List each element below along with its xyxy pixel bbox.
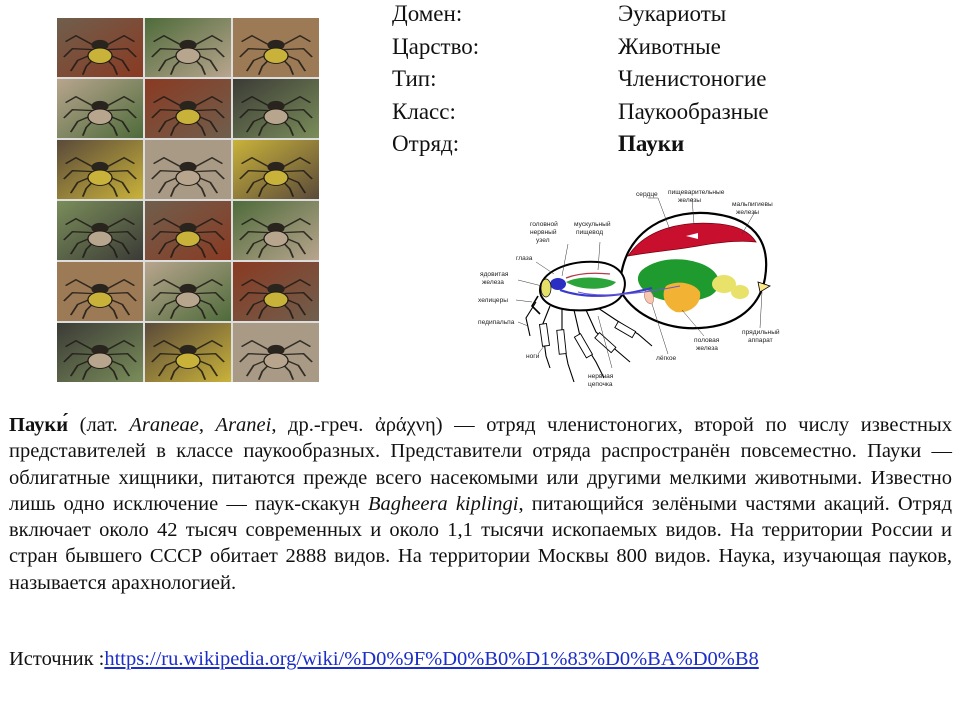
label-sex-gland-1: половая [694, 337, 720, 344]
latin-name: Bagheera kiplingi [367, 492, 519, 515]
label-sucking-2: пищевод [576, 229, 604, 236]
label-digestive-1: пищеварительные [668, 189, 725, 196]
spider-photo [145, 201, 231, 260]
spider-photo [57, 18, 143, 77]
label-sex-gland-2: железа [696, 345, 718, 352]
description-text: , питающийся зелёными частями акаций. Отряд включает около 42 тысяч современных и около 1,1 тысячи ископаемых видов. На территории России и стран бывшего СССР обитает 2888 видов. На территории Москвы 800 видов. Наука, изучающая пауков, называется арахнологией. [9, 492, 952, 594]
spider-photo [233, 79, 319, 138]
spider-photo [233, 140, 319, 199]
label-brain-2: нервный [530, 229, 557, 236]
taxonomy-row-kingdom [392, 33, 852, 66]
spider-photo [233, 201, 319, 260]
taxonomy-table [392, 0, 852, 163]
taxonomy-value: Членистоногие [618, 66, 767, 92]
source-label: Источник : [9, 648, 105, 670]
spider-photo [57, 140, 143, 199]
taxonomy-value: Паукообразные [618, 98, 769, 124]
description-text: (лат. [68, 414, 130, 436]
label-venom-1: ядовитая [480, 271, 509, 278]
spider-photo [233, 323, 319, 382]
brain-shape [550, 278, 566, 290]
label-chelicerae: хелицеры [478, 297, 508, 304]
spider-photo-grid [57, 18, 319, 382]
taxonomy-value: Эукариоты [618, 1, 727, 26]
label-nerve-cord-1: нервная [588, 373, 614, 380]
label-sucking-1: мускульный [574, 221, 611, 228]
label-lung: лёгкое [656, 355, 677, 362]
latin-name: Aranei [215, 414, 272, 436]
description-paragraph [9, 412, 952, 596]
description-text: , [198, 414, 216, 436]
chelicera-shape [532, 296, 540, 314]
leg-segments [539, 322, 635, 358]
spider-photo [145, 262, 231, 321]
label-malpighian-1: мальпигиевы [732, 201, 773, 208]
spider-photo [233, 262, 319, 321]
label-brain-3: узел [536, 237, 550, 244]
spider-photo [145, 140, 231, 199]
taxonomy-row-domain [392, 0, 852, 33]
label-spinning-1: прядильный [742, 329, 780, 336]
term-title: Пауки́ [9, 414, 69, 436]
label-nerve-cord-2: цепочка [588, 381, 613, 388]
label-digestive-2: железы [678, 197, 701, 204]
taxonomy-value: Животные [618, 33, 721, 59]
spider-photo [57, 323, 143, 382]
label-pedipalp: педипальпа [478, 319, 515, 326]
silk-gland-shape [731, 285, 749, 299]
label-legs: ноги [526, 353, 540, 360]
label-eyes: глаза [516, 255, 533, 262]
taxonomy-row-phylum [392, 65, 852, 98]
taxonomy-row-order [392, 130, 852, 163]
taxonomy-rank: Класс: [392, 98, 456, 124]
taxonomy-rank: Тип: [392, 66, 437, 92]
taxonomy-rank: Отряд: [392, 131, 460, 157]
label-spinning-2: аппарат [748, 337, 773, 344]
spider-photo [57, 79, 143, 138]
spider-photo [233, 18, 319, 77]
source-line [9, 646, 759, 672]
taxonomy-row-class [392, 98, 852, 131]
spider-anatomy-diagram [470, 186, 800, 394]
label-venom-2: железа [482, 279, 504, 286]
taxonomy-rank: Царство: [392, 33, 480, 59]
spider-photo [145, 18, 231, 77]
label-brain-1: головной [530, 221, 558, 228]
source-link[interactable]: https://ru.wikipedia.org/wiki/%D0%9F%D0%B0%D1%83%D0%BA%D0%B8 [104, 648, 759, 670]
label-malpighian-2: железы [736, 209, 759, 216]
spider-photo [145, 323, 231, 382]
description-text: , др.-греч. ἀράχνη) — отряд членистоногих, второй по числу известных представителей в классе паукообразных. Представители отряда распространён повсеместно. Пауки — облигатные хищники, питаются прежде всего насекомыми или другими мелкими животными. Известно лишь одно исключение — паук-скакун [9, 414, 953, 515]
taxonomy-value: Пауки [618, 131, 685, 157]
label-heart: сердце [636, 191, 658, 198]
spider-photo [145, 79, 231, 138]
spider-photo [57, 262, 143, 321]
spider-photo [57, 201, 143, 260]
taxonomy-rank: Домен: [392, 1, 463, 26]
latin-name: Araneae [129, 414, 199, 436]
venom-gland-shape [541, 279, 551, 297]
